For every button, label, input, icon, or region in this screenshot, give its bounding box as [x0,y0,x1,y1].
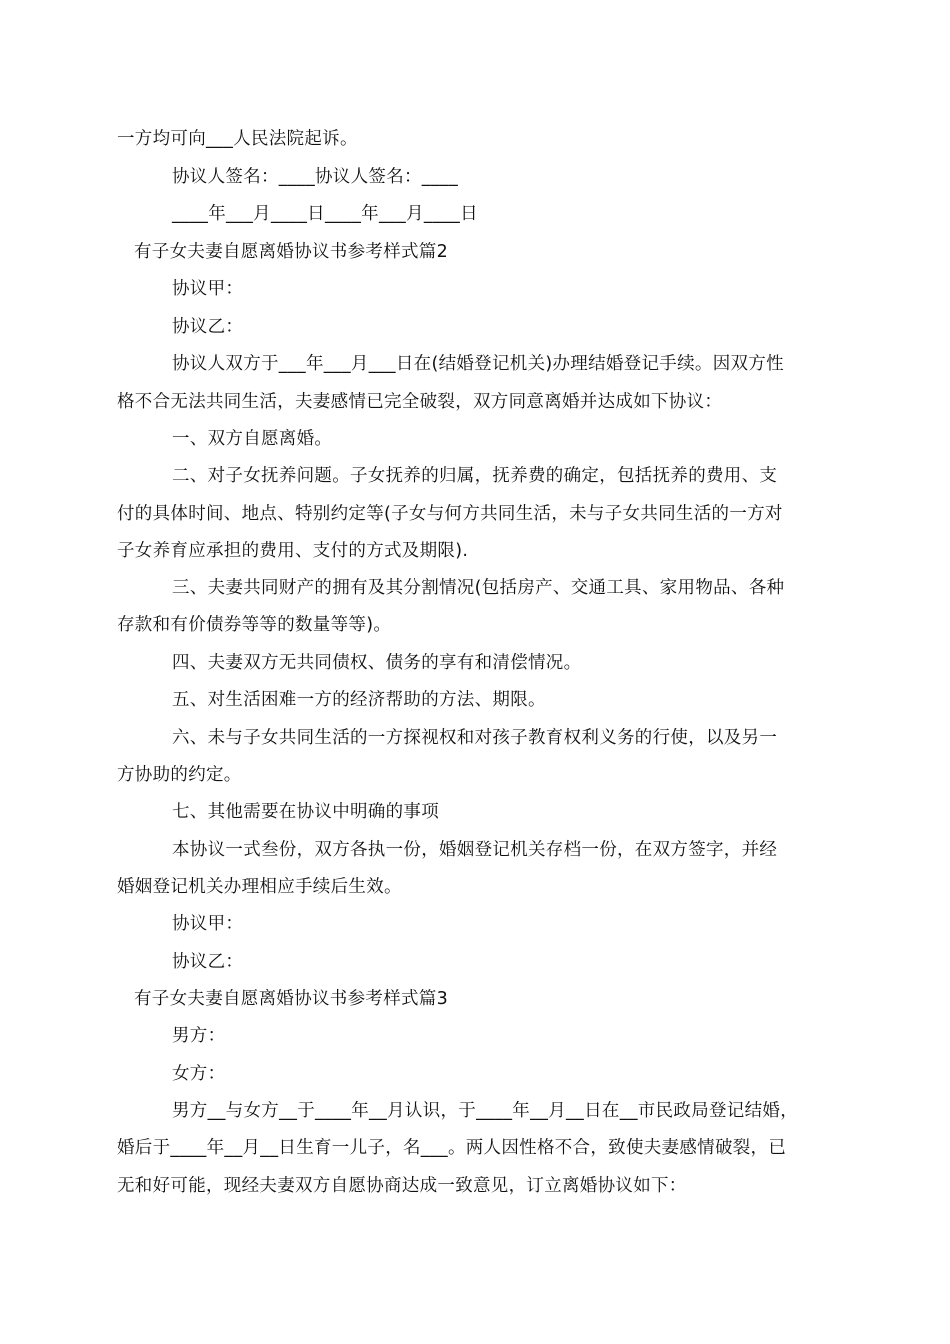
party-a-label: 协议甲： [172,279,244,299]
paragraph-line: 协议人双方于___年___月___日在(结婚登记机关)办理结婚登记手续。因双方性 [172,354,784,374]
clause-line: 二、对子女抚养问题。子女抚养的归属，抚养费的确定，包括抚养的费用、支 [172,466,778,486]
clause-line: 子女养育应承担的费用、支付的方式及期限). [117,541,469,561]
clause-line: 四、夫妻双方无共同债权、债务的享有和清偿情况。 [172,653,582,673]
paragraph-line: 格不合无法共同生活，夫妻感情已完全破裂，双方同意离婚并达成如下协议： [117,392,723,412]
clause-line: 一、双方自愿离婚。 [172,429,333,449]
date-line: ____年___月____日____年___月____日 [172,204,478,224]
paragraph-line: 本协议一式叁份，双方各执一份，婚姻登记机关存档一份，在双方签字，并经 [172,840,778,860]
paragraph-line: 婚姻登记机关办理相应手续后生效。 [117,877,402,897]
clause-line: 六、未与子女共同生活的一方探视权和对孩子教育权利义务的行使，以及另一 [172,728,778,748]
signature-line: 协议人签名：____协议人签名：____ [172,167,458,187]
paragraph-line: 无和好可能，现经夫妻双方自愿协商达成一致意见，订立离婚协议如下： [117,1176,687,1196]
male-party-label: 男方： [172,1026,226,1046]
party-b-label: 协议乙： [172,317,244,337]
paragraph-line: 男方__与女方__于____年__月认识，于____年__月__日在__市民政局登记结婚， [172,1101,798,1121]
section-heading: 有子女夫妻自愿离婚协议书参考样式篇3 [134,989,449,1009]
clause-line: 三、夫妻共同财产的拥有及其分割情况(包括房产、交通工具、家用物品、各种 [172,578,785,598]
text-line: 一方均可向___人民法院起诉。 [117,129,358,149]
party-b-label: 协议乙： [172,952,244,972]
section-heading: 有子女夫妻自愿离婚协议书参考样式篇2 [134,242,449,262]
party-a-label: 协议甲： [172,914,244,934]
female-party-label: 女方： [172,1064,226,1084]
clause-line: 付的具体时间、地点、特别约定等(子女与何方共同生活，未与子女共同生活的一方对 [117,504,783,524]
paragraph-line: 婚后于____年__月__日生育一儿子，名___。两人因性格不合，致使夫妻感情破裂，已 [117,1138,787,1158]
clause-line: 存款和有价债券等等的数量等等)。 [117,615,392,635]
clause-line: 五、对生活困难一方的经济帮助的方法、期限。 [172,690,546,710]
clause-line: 方协助的约定。 [117,765,242,785]
clause-line: 七、其他需要在协议中明确的事项 [172,802,439,822]
